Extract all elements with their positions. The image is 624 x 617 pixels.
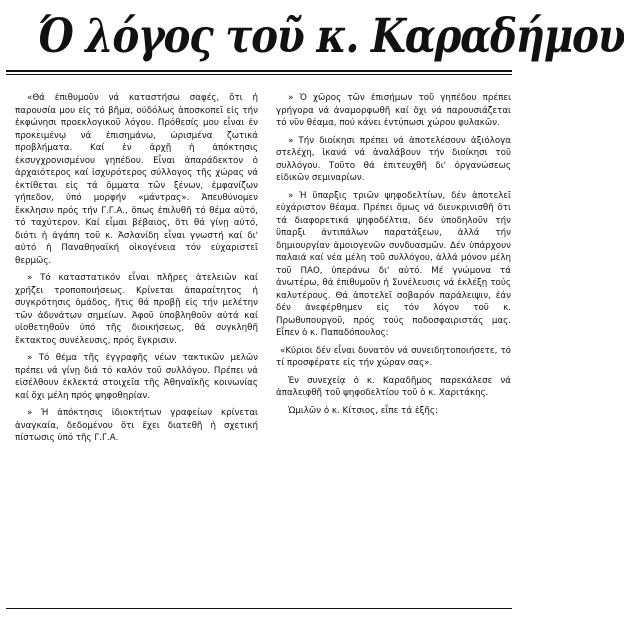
- paragraph: » Ἡ ἀπόκτησις ἰδιοκτήτων γραφείων κρίνεται ἀναγκαία, δεδομένου ὅτι ἔχει διατεθῆ ἡ σχετική πίστωσις ὑπό τῆς Γ.Γ.Α.: [15, 408, 258, 443]
- paragraph: Ἐν συνεχείᾳ ὁ κ. Καραδῆμος παρεκάλεσε νά ἀπαλειφθῆ τοῦ ψηφοδελτίου τοῦ ὁ κ. Χαριτάκης.: [276, 375, 511, 398]
- paragraph: «Θά ἐπιθυμοῦν νά καταστήσω σαφές, ὅτι ἡ παρουσία μου εἰς τό βῆμα, οὐδόλως ἀποσκοπεῖ εἰς τήν ἐκφώνησι προεκλογικοῦ λόγου. Πρόθεσίς μου εἶναι ἐν προκειμένῳ νά ἐπισημάνω, ὡρισμένα ζωτικά προβλήματα. Καί ἐν ἀρχῇ ἡ ἀπόκτησις ἐκσυγχρονισμένου γηπέδου. Εἶναι ἀπαράδεκτον ὁ ἀρχαιότερος καί ἰσχυρότερος σύλλογος τῆς χώρας νά ἐκτίθεται εἰς τά ὄμματα τῶν ξένων, ἐμφανίζων γήπεδον, ὑπό μορφήν «μάντρας». Ἀπευθύνομεν ἔκκλησιν πρός τήν Γ.Γ.Α., ὅπως ἐπιλυθῆ τό θέμα αὐτό, τό ταχύτερον. Καί εἶμαι βέβαιος, ὅτι θά γίνῃ αὐτό, διότι ἡ ἀγάπη τοῦ κ. Ἀσλανίδη εἶναι γνωστή καί δι' αὐτό ἡ Παναθηναϊκή οἰκογένεια τόν εὐχαριστεῖ θερμῶς.: [15, 93, 258, 266]
- bottom-rule: [6, 608, 512, 609]
- headline-rule-bottom: [6, 74, 512, 75]
- paragraph: » Ὁ χῶρος τῶν ἐπισήμων τοῦ γηπέδου πρέπει γρήγορα νά ἀναμορφωθῆ καί ὄχι νά παρουσιάζεται τό νῦν θέαμα, πού κάνει ἐντύπωσι χώρου φυλακῶν.: [276, 93, 511, 128]
- headline: Ό λόγος τοῦ κ. Καραδήμου: [38, 9, 624, 64]
- paragraph: » Τήν διοίκησι πρέπει νά ἀποτελέσουν ἀξιόλογα στελέχη, ἱκανά νά ἀναλάβουν τήν διοίκησι τοῦ συλλόγου. Τοῦτο θά ἐπιτευχθῆ δι' ὀργανώσεως εἰδικῶν σεμιναρίων.: [276, 135, 511, 183]
- quote-paragraph: «Κύριοι δέν εἶναι δυνατόν νά συνειδητοποιήσετε, τό τί προσφέρατε εἰς τήν χώραν σας».: [276, 345, 511, 368]
- paragraph: » Τό καταστατικόν εἶναι πλῆρες ἀτελειῶν καί χρήζει τροποποιήσεως. Κρίνεται ἀπαραίτητος ἡ συγκρότησις ὁμάδος, ἥτις θά προβῇ εἰς τήν μελέτην τῶν ἀδυνάτων σημείων. Ἀφοῦ ὑποβληθοῦν αὐτά καί υἱοθετηθοῦν ὑπό τῆς διοικήσεως, θά συγκληθῆ ἔκτακτος συνέλευσις, πρός ἔγκρισιν.: [15, 273, 258, 346]
- paragraph: » Ἡ ὕπαρξις τριῶν ψηφοδελτίων, δέν ἀποτελεῖ εὐχάριστον θέαμα. Πρέπει ὅμως νά διευκρινισθῆ ὅτι τά διαφορετικά ψηφοδέλτια, δέν ὑποδηλοῦν τήν ὕπαρξι ἀντιπάλων παρατάξεων, ἀλλά τήν δημιουργίαν ἁμοιογενῶν συνδυασμῶν. Δέν ὑπάρχουν παλαιά καί νέα μέλη τοῦ συλλόγου, ἀλλά μόνον μέλη τοῦ ΠΑΟ, ὑπεράνω δι' αὐτό. Μέ γνώμονα τά ἀνωτέρω, θά ἐπιθυμοῦν ἡ Συνέλευσις νά ἐκλέξῃ τούς καλυτέρους. Θά ἀποτελεῖ σοβαρόν παράλειψιν, ἐάν δέν ἀνεφέρθημεν εἰς τόν λόγον τοῦ κ. Πρωθυπουργοῦ, πρός τούς ποδοσφαιριστάς μας. Εἶπεν ὁ κ. Παπαδόπουλος:: [276, 190, 511, 338]
- article-right-column: [276, 92, 511, 422]
- paragraph: » Τό θέμα τῆς ἐγγραφῆς νέων τακτικῶν μελῶν πρέπει νά γίνῃ διά τό καλόν τοῦ συλλόγου. Πρέπει νά εἰσέλθουν ἐκλεκτά στοιχεῖα τῆς Ἀθηναϊκῆς κοινωνίας καί ὄχι μέλη πρός ψηφοθηρίαν.: [15, 353, 258, 401]
- headline-rule-top: [6, 70, 512, 72]
- paragraph: Ὡμιλῶν ὁ κ. Κίτσιος, εἶπε τά ἑξῆς:: [288, 405, 438, 416]
- article-left-column: [15, 92, 258, 450]
